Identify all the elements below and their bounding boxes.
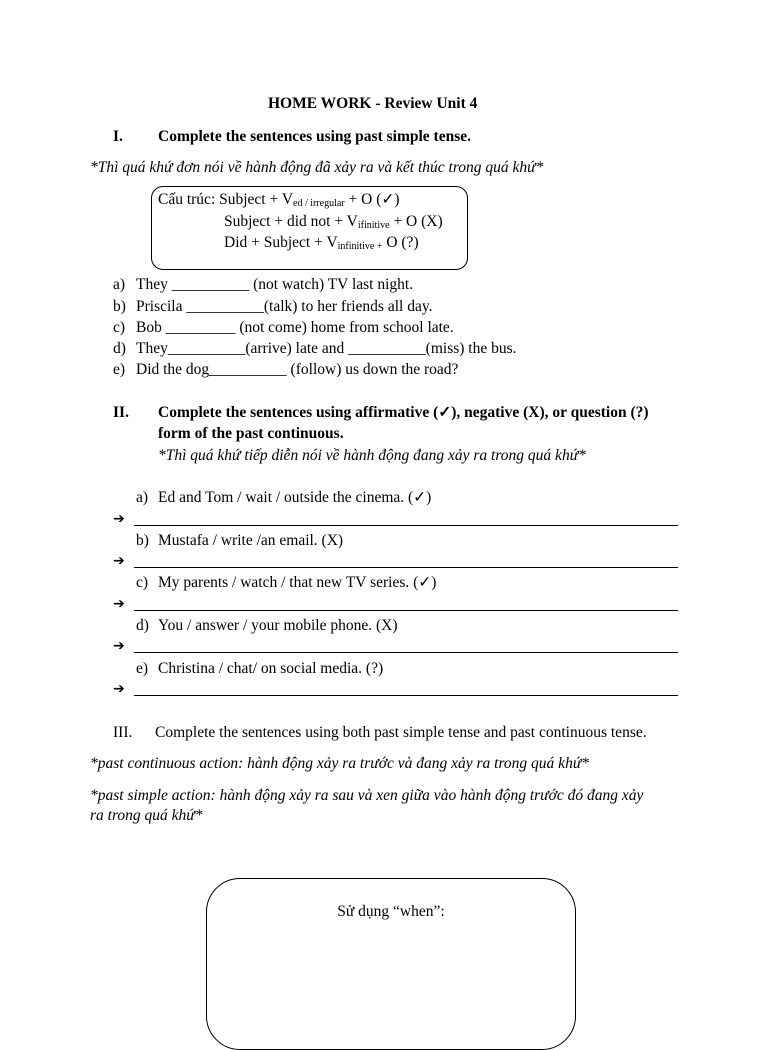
s2-item-d-letter: d) bbox=[136, 617, 149, 634]
s1-item-c-text: Bob _________ (not come) home from school late. bbox=[136, 319, 454, 336]
structure-line-1-sub: ed / irregular bbox=[293, 198, 345, 209]
s2-item-b-letter: b) bbox=[136, 532, 149, 549]
s2-item-e-letter: e) bbox=[136, 660, 149, 677]
answer-line-b bbox=[134, 567, 678, 568]
section-1-note: *Thì quá khứ đơn nói về hành động đã xảy ra và kết thúc trong quá khứ* bbox=[90, 159, 544, 176]
structure-line-3 bbox=[224, 235, 419, 251]
s2-item-c-letter: c) bbox=[136, 574, 149, 591]
structure-line-2-a: Subject + did not + V bbox=[224, 213, 358, 230]
s1-item-a-text: They __________ (not watch) TV last night. bbox=[136, 276, 414, 293]
section-2-heading-line-2: form of the past continuous. bbox=[158, 425, 344, 442]
s1-item-d-letter: d) bbox=[113, 340, 126, 357]
section-2-note: *Thì quá khứ tiếp diễn nói về hành động đang xảy ra trong quá khứ* bbox=[158, 447, 586, 464]
structure-line-1-a: Subject + V bbox=[219, 191, 294, 208]
s1-item-e-letter: e) bbox=[113, 361, 126, 378]
section-2-number: II. bbox=[113, 404, 129, 421]
structure-line-1 bbox=[158, 192, 400, 208]
section-3-number: III. bbox=[113, 724, 133, 741]
s1-item-b-letter: b) bbox=[113, 298, 126, 315]
s1-item-e-text: Did the dog__________ (follow) us down the road? bbox=[136, 361, 459, 378]
structure-label: Cấu trúc: bbox=[158, 191, 216, 208]
when-box-title: Sử dụng “when”: bbox=[337, 903, 445, 920]
section-3-note-1: *past continuous action: hành động xảy ra trước và đang xảy ra trong quá khứ* bbox=[90, 755, 590, 772]
arrow-right-icon: ➔ bbox=[113, 681, 125, 697]
answer-line-a bbox=[134, 525, 678, 526]
arrow-right-icon: ➔ bbox=[113, 553, 125, 569]
arrow-right-icon: ➔ bbox=[113, 638, 125, 654]
s2-item-c-text: My parents / watch / that new TV series. (✓) bbox=[158, 574, 437, 591]
page-title: HOME WORK - Review Unit 4 bbox=[268, 95, 478, 112]
section-3-note-2-line-2: ra trong quá khứ* bbox=[90, 807, 203, 824]
structure-line-2 bbox=[224, 214, 443, 230]
structure-line-2-sub: ifinitive bbox=[357, 220, 390, 231]
structure-line-3-sub: infinitive + bbox=[337, 241, 383, 252]
section-2-heading-line-1: Complete the sentences using affirmative (✓), negative (X), or question (?) bbox=[158, 404, 649, 421]
s2-item-d-text: You / answer / your mobile phone. (X) bbox=[158, 617, 398, 634]
arrow-right-icon: ➔ bbox=[113, 511, 125, 527]
answer-line-d bbox=[134, 652, 678, 653]
s1-item-b-text: Priscila __________(talk) to her friends all day. bbox=[136, 298, 433, 315]
structure-line-3-b: O (?) bbox=[382, 234, 419, 251]
s1-item-d-text: They__________(arrive) late and __________(miss) the bus. bbox=[136, 340, 517, 357]
structure-line-3-a: Did + Subject + V bbox=[224, 234, 338, 251]
s1-item-a-letter: a) bbox=[113, 276, 126, 293]
s1-item-c-letter: c) bbox=[113, 319, 126, 336]
section-1-number: I. bbox=[113, 128, 123, 145]
section-1-heading: Complete the sentences using past simple tense. bbox=[158, 128, 471, 145]
s2-item-a-letter: a) bbox=[136, 489, 149, 506]
section-3-note-2-line-1: *past simple action: hành động xảy ra sau và xen giữa vào hành động trước đó đang xảy bbox=[90, 787, 644, 804]
structure-line-1-b: + O (✓) bbox=[344, 191, 400, 208]
answer-line-e bbox=[134, 695, 678, 696]
s2-item-a-text: Ed and Tom / wait / outside the cinema. (✓) bbox=[158, 489, 432, 506]
s2-item-b-text: Mustafa / write /an email. (X) bbox=[158, 532, 344, 549]
answer-line-c bbox=[134, 610, 678, 611]
structure-line-2-b: + O (X) bbox=[389, 213, 443, 230]
s2-item-e-text: Christina / chat/ on social media. (?) bbox=[158, 660, 384, 677]
section-3-heading: Complete the sentences using both past simple tense and past continuous tense. bbox=[155, 724, 647, 741]
arrow-right-icon: ➔ bbox=[113, 596, 125, 612]
